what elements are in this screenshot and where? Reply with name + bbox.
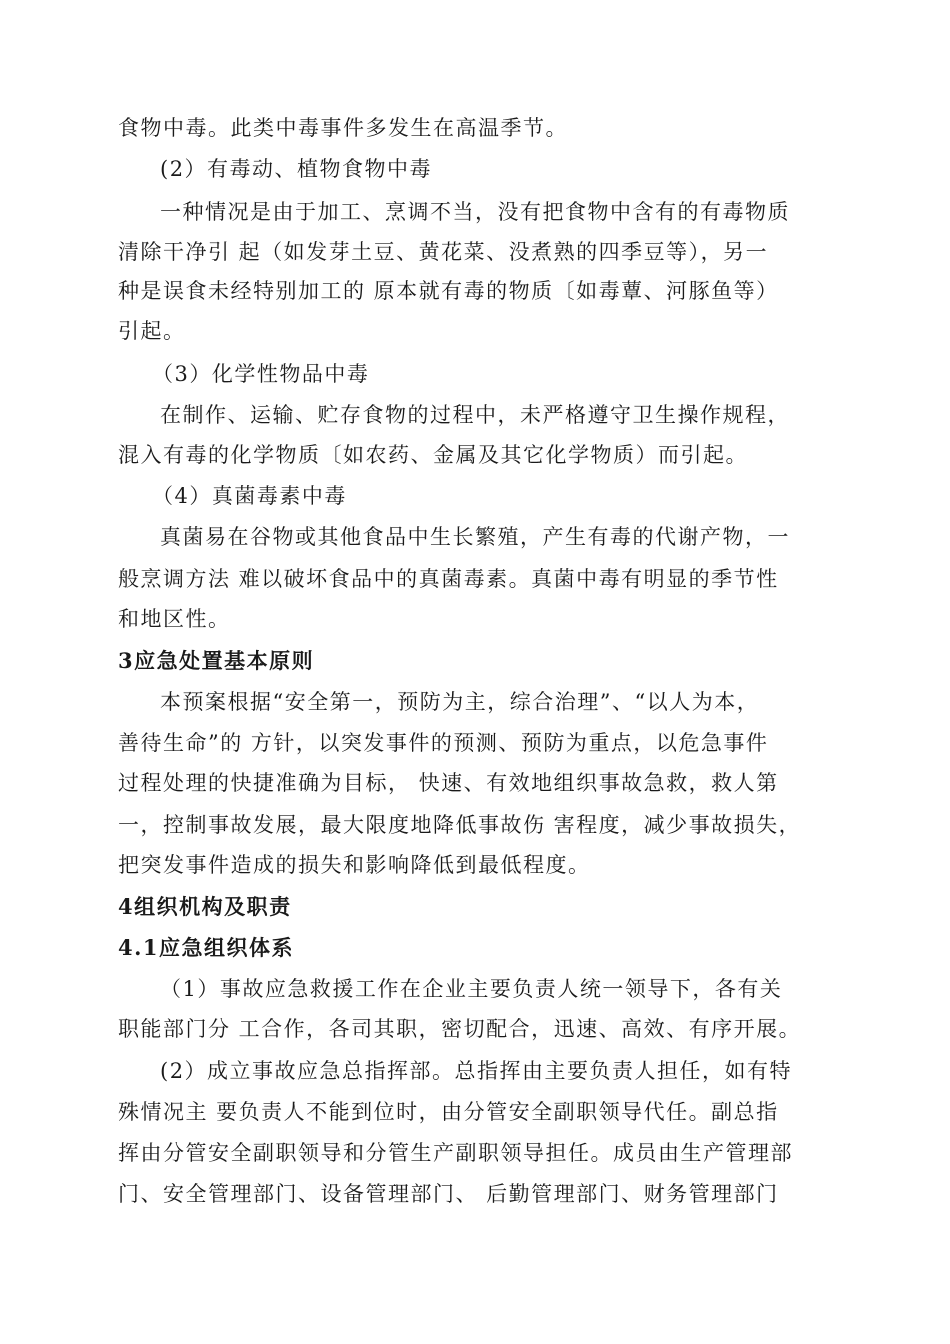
paragraph-line: 引起。 [118,319,186,343]
paragraph-line: （1）事故应急救援工作在企业主要负责人统一领导下，各有关 [160,977,783,1001]
paragraph-line: 真菌易在谷物或其他食品中生长繁殖，产生有毒的代谢产物，一 [160,525,790,549]
section-heading-4-1: 4.1应急组织体系 [118,935,295,960]
paragraph-line: 清除干净引 起（如发芽土豆、黄花菜、没煮熟的四季豆等），另一 [118,240,769,264]
subheading-chemical-poisoning: （3）化学性物品中毒 [152,362,370,386]
section-heading-4: 4组织机构及职责 [118,894,292,919]
paragraph-line: 混入有毒的化学物质〔如农药、金属及其它化学物质）而引起。 [118,443,748,467]
paragraph-line: 把突发事件造成的损失和影响降低到最低程度。 [118,853,591,877]
paragraph-line: 挥由分管安全副职领导和分管生产副职领导担任。成员由生产管理部 [118,1141,793,1165]
paragraph-line: 一，控制事故发展，最大限度地降低事故伤 害程度，减少事故损失， [118,813,802,837]
subheading-toxic-plants-animals: (2）有毒动、植物食物中毒 [160,157,433,181]
paragraph-line: 食物中毒。此类中毒事件多发生在高温季节。 [118,116,568,140]
section-heading-3: 3应急处置基本原则 [118,648,315,673]
paragraph-line: 善待生命”的 方针，以突发事件的预测、预防为重点，以危急事件 [118,731,769,755]
paragraph-line: 过程处理的快捷准确为目标， 快速、有效地组织事故急救，救人第 [118,771,779,795]
paragraph-line: 门、安全管理部门、设备管理部门、 后勤管理部门、财务管理部门 [118,1182,779,1206]
paragraph-line: 殊情况主 要负责人不能到位时，由分管安全副职领导代任。副总指 [118,1100,779,1124]
paragraph-line: 般烹调方法 难以破坏食品中的真菌毒素。真菌中毒有明显的季节性 [118,567,779,591]
paragraph-line: 种是误食未经特别加工的 原本就有毒的物质〔如毒蕈、河豚鱼等） [118,279,779,303]
paragraph-line: 一种情况是由于加工、烹调不当，没有把食物中含有的有毒物质 [160,200,790,224]
paragraph-line: 本预案根据“安全第一，预防为主，综合治理”、“以人为本， [160,690,760,714]
subheading-mycotoxin-poisoning: （4）真菌毒素中毒 [152,484,347,508]
paragraph-line: (2）成立事故应急总指挥部。总指挥由主要负责人担任，如有特 [160,1059,793,1083]
paragraph-line: 和地区性。 [118,607,231,631]
paragraph-line: 职能部门分 工合作，各司其职，密切配合，迅速、高效、有序开展。 [118,1017,802,1041]
paragraph-line: 在制作、运输、贮存食物的过程中，未严格遵守卫生操作规程， [160,403,790,427]
